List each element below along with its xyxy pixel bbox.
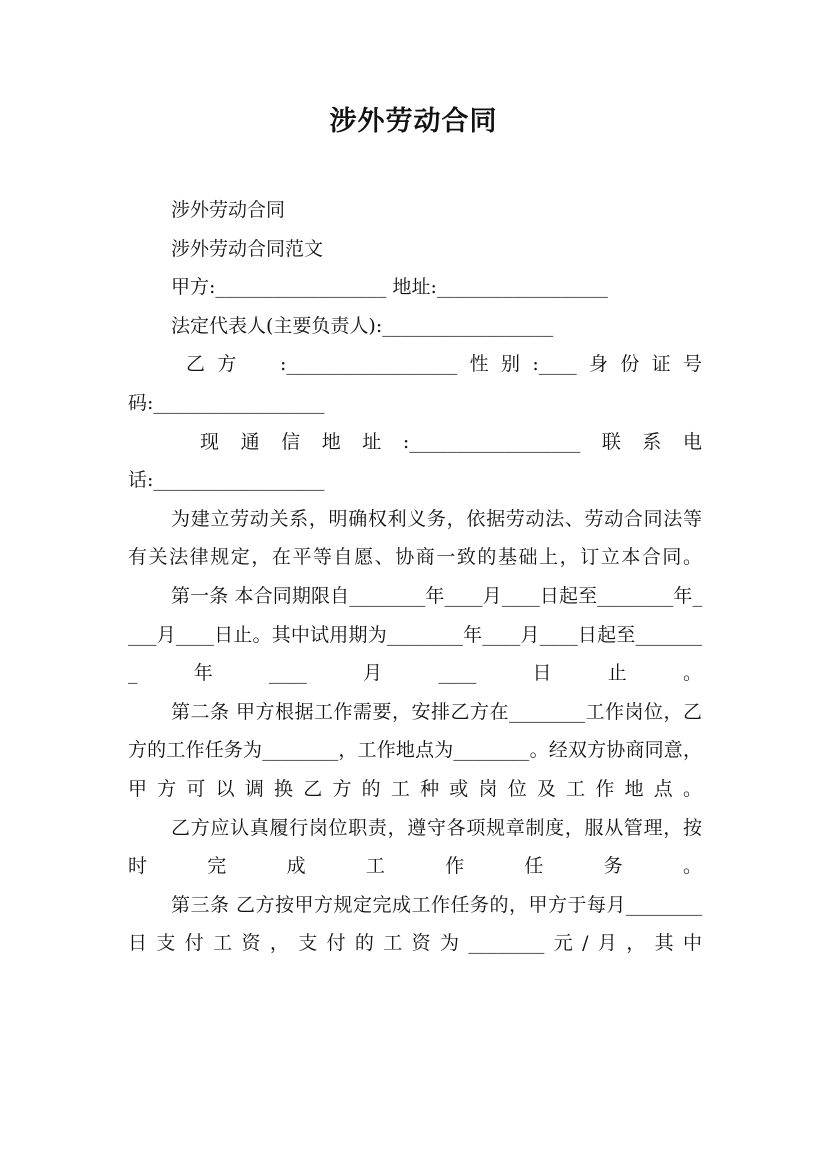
article-2: 第二条 甲方根据工作需要，安排乙方在________工作岗位，乙方的工作任务为________，工作地点为________。经双方协商同意，甲方可以调换乙方的工种或岗位及工作地点。 bbox=[128, 700, 702, 800]
document-title: 涉外劳动合同 bbox=[329, 106, 498, 137]
article-3: 第三条 乙方按甲方规定完成工作任务的，甲方于每月________日支付工资，支付的工资为________元/月，其中 bbox=[128, 893, 702, 955]
paragraph-subheading: 涉外劳动合同范文 bbox=[171, 237, 324, 260]
article-1: 第一条 本合同期限自________年____月____日起至________年____月____日止。其中试用期为________年____月____日起至________年____月____日止。 bbox=[128, 584, 702, 685]
address-line: 现通信地址:__________________联系电 bbox=[200, 430, 702, 453]
phone-line: 话:__________________ bbox=[128, 469, 325, 492]
paragraph-heading: 涉外劳动合同 bbox=[171, 199, 286, 221]
party-b-id-line: 码:__________________ bbox=[128, 391, 325, 414]
party-a-line: 甲方:__________________ 地址:__________________ bbox=[171, 276, 608, 299]
legal-representative-line: 法定代表人(主要负责人):__________________ bbox=[171, 314, 554, 337]
paragraph-purpose: 为建立劳动关系，明确权利义务，依据劳动法、劳动合同法等有关法律规定，在平等自愿、协商一致的基础上，订立本合同。 bbox=[128, 507, 702, 569]
party-b-line: 乙方 :__________________性别:____身份证号 bbox=[186, 353, 702, 376]
document-body bbox=[128, 191, 702, 963]
paragraph-duties: 乙方应认真履行岗位职责，遵守各项规章制度，服从管理，按时完成工作任务。 bbox=[128, 816, 702, 878]
